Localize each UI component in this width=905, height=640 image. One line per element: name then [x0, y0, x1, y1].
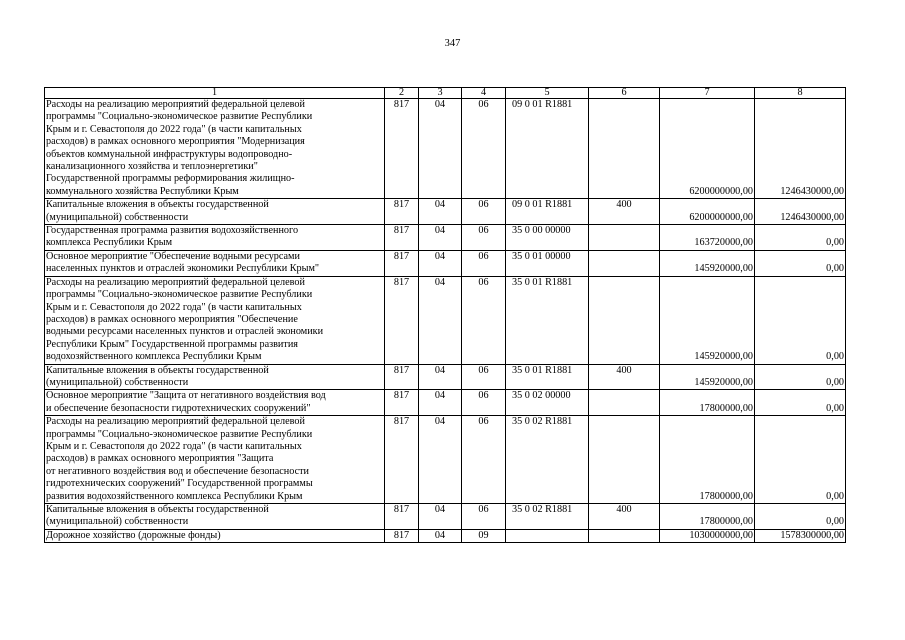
row-description: Дорожное хозяйство (дорожные фонды)	[45, 529, 385, 542]
subsection-code: 06	[462, 504, 506, 530]
section-code: 04	[419, 250, 462, 276]
admin-code: 817	[385, 276, 419, 364]
admin-code: 817	[385, 225, 419, 251]
header-cell: 7	[660, 88, 755, 99]
amount-year-1: 6200000000,00	[660, 199, 755, 225]
amount-year-1: 145920000,00	[660, 250, 755, 276]
expense-type-code	[589, 276, 660, 364]
amount-year-2: 0,00	[755, 504, 846, 530]
admin-code: 817	[385, 199, 419, 225]
target-article-code	[506, 529, 589, 542]
expense-type-code	[589, 225, 660, 251]
header-cell: 2	[385, 88, 419, 99]
target-article-code: 35 0 02 R1881	[506, 504, 589, 530]
page-number: 347	[444, 38, 461, 49]
expense-type-code	[589, 529, 660, 542]
amount-year-2: 1246430000,00	[755, 99, 846, 199]
section-code: 04	[419, 390, 462, 416]
amount-year-2: 1246430000,00	[755, 199, 846, 225]
section-code: 04	[419, 504, 462, 530]
table-row	[45, 390, 846, 416]
expense-type-code: 400	[589, 364, 660, 390]
table-row	[45, 529, 846, 542]
subsection-code: 09	[462, 529, 506, 542]
subsection-code: 06	[462, 276, 506, 364]
expense-type-code	[589, 390, 660, 416]
subsection-code: 06	[462, 390, 506, 416]
amount-year-2: 0,00	[755, 225, 846, 251]
target-article-code: 35 0 01 R1881	[506, 276, 589, 364]
table-row	[45, 199, 846, 225]
amount-year-2: 1578300000,00	[755, 529, 846, 542]
subsection-code: 06	[462, 416, 506, 504]
target-article-code: 35 0 00 00000	[506, 225, 589, 251]
admin-code: 817	[385, 416, 419, 504]
table-row	[45, 276, 846, 364]
table-row	[45, 416, 846, 504]
row-description: Капитальные вложения в объекты государственной (муниципальной) собственности	[45, 199, 385, 225]
expense-type-code	[589, 416, 660, 504]
section-code: 04	[419, 364, 462, 390]
row-description: Расходы на реализацию мероприятий федеральной целевой программы "Социально-экономическое развитие Республики Крым и г. Севастополя до 2022 года" (в части капитальных расходов) в рамках основного мероприятия "Модернизация объектов коммунальной инфраструктуры водопроводно- канализационного хозяйства и теплоэнергетики" Государственной программы реформирования жилищно- коммунального хозяйства Республики Крым	[45, 99, 385, 199]
expense-type-code: 400	[589, 504, 660, 530]
section-code: 04	[419, 199, 462, 225]
target-article-code: 35 0 01 R1881	[506, 364, 589, 390]
target-article-code: 35 0 01 00000	[506, 250, 589, 276]
table-row	[45, 364, 846, 390]
amount-year-2: 0,00	[755, 276, 846, 364]
header-cell: 8	[755, 88, 846, 99]
row-description: Капитальные вложения в объекты государственной (муниципальной) собственности	[45, 504, 385, 530]
amount-year-2: 0,00	[755, 250, 846, 276]
target-article-code: 09 0 01 R1881	[506, 199, 589, 225]
header-row	[45, 88, 846, 99]
amount-year-2: 0,00	[755, 416, 846, 504]
header-cell: 6	[589, 88, 660, 99]
section-code: 04	[419, 225, 462, 251]
row-description: Государственная программа развития водохозяйственного комплекса Республики Крым	[45, 225, 385, 251]
target-article-code: 35 0 02 00000	[506, 390, 589, 416]
subsection-code: 06	[462, 250, 506, 276]
section-code: 04	[419, 529, 462, 542]
subsection-code: 06	[462, 225, 506, 251]
table-row	[45, 504, 846, 530]
header-cell: 4	[462, 88, 506, 99]
row-description: Капитальные вложения в объекты государственной (муниципальной) собственности	[45, 364, 385, 390]
row-description: Расходы на реализацию мероприятий федеральной целевой программы "Социально-экономическое развитие Республики Крым и г. Севастополя до 2022 года" (в части капитальных расходов) в рамках основного мероприятия "Защита от негативного воздействия вод и обеспечение безопасности гидротехнических сооружений" Государственной программы развития водохозяйственного комплекса Республики Крым	[45, 416, 385, 504]
section-code: 04	[419, 276, 462, 364]
row-description: Основное мероприятие "Защита от негативного воздействия вод и обеспечение безопасности гидротехнических сооружений"	[45, 390, 385, 416]
subsection-code: 06	[462, 99, 506, 199]
expense-type-code	[589, 250, 660, 276]
admin-code: 817	[385, 529, 419, 542]
table-row	[45, 250, 846, 276]
amount-year-1: 17800000,00	[660, 416, 755, 504]
expense-type-code: 400	[589, 199, 660, 225]
amount-year-2: 0,00	[755, 390, 846, 416]
amount-year-1: 17800000,00	[660, 504, 755, 530]
admin-code: 817	[385, 504, 419, 530]
table-row	[45, 225, 846, 251]
admin-code: 817	[385, 99, 419, 199]
amount-year-1: 145920000,00	[660, 364, 755, 390]
budget-table	[44, 87, 846, 543]
section-code: 04	[419, 416, 462, 504]
amount-year-2: 0,00	[755, 364, 846, 390]
amount-year-1: 6200000000,00	[660, 99, 755, 199]
amount-year-1: 163720000,00	[660, 225, 755, 251]
admin-code: 817	[385, 364, 419, 390]
target-article-code: 35 0 02 R1881	[506, 416, 589, 504]
subsection-code: 06	[462, 199, 506, 225]
header-cell: 5	[506, 88, 589, 99]
header-cell: 1	[45, 88, 385, 99]
header-cell: 3	[419, 88, 462, 99]
amount-year-1: 17800000,00	[660, 390, 755, 416]
amount-year-1: 145920000,00	[660, 276, 755, 364]
row-description: Основное мероприятие "Обеспечение водными ресурсами населенных пунктов и отраслей экономики Республики Крым"	[45, 250, 385, 276]
target-article-code: 09 0 01 R1881	[506, 99, 589, 199]
admin-code: 817	[385, 390, 419, 416]
subsection-code: 06	[462, 364, 506, 390]
section-code: 04	[419, 99, 462, 199]
amount-year-1: 1030000000,00	[660, 529, 755, 542]
admin-code: 817	[385, 250, 419, 276]
expense-type-code	[589, 99, 660, 199]
row-description: Расходы на реализацию мероприятий федеральной целевой программы "Социально-экономическое развитие Республики Крым и г. Севастополя до 2022 года" (в части капитальных расходов) в рамках основного мероприятия "Обеспечение водными ресурсами населенных пунктов и отраслей экономики Республики Крым" Государственной программы развития водохозяйственного комплекса Республики Крым	[45, 276, 385, 364]
table-row	[45, 99, 846, 199]
